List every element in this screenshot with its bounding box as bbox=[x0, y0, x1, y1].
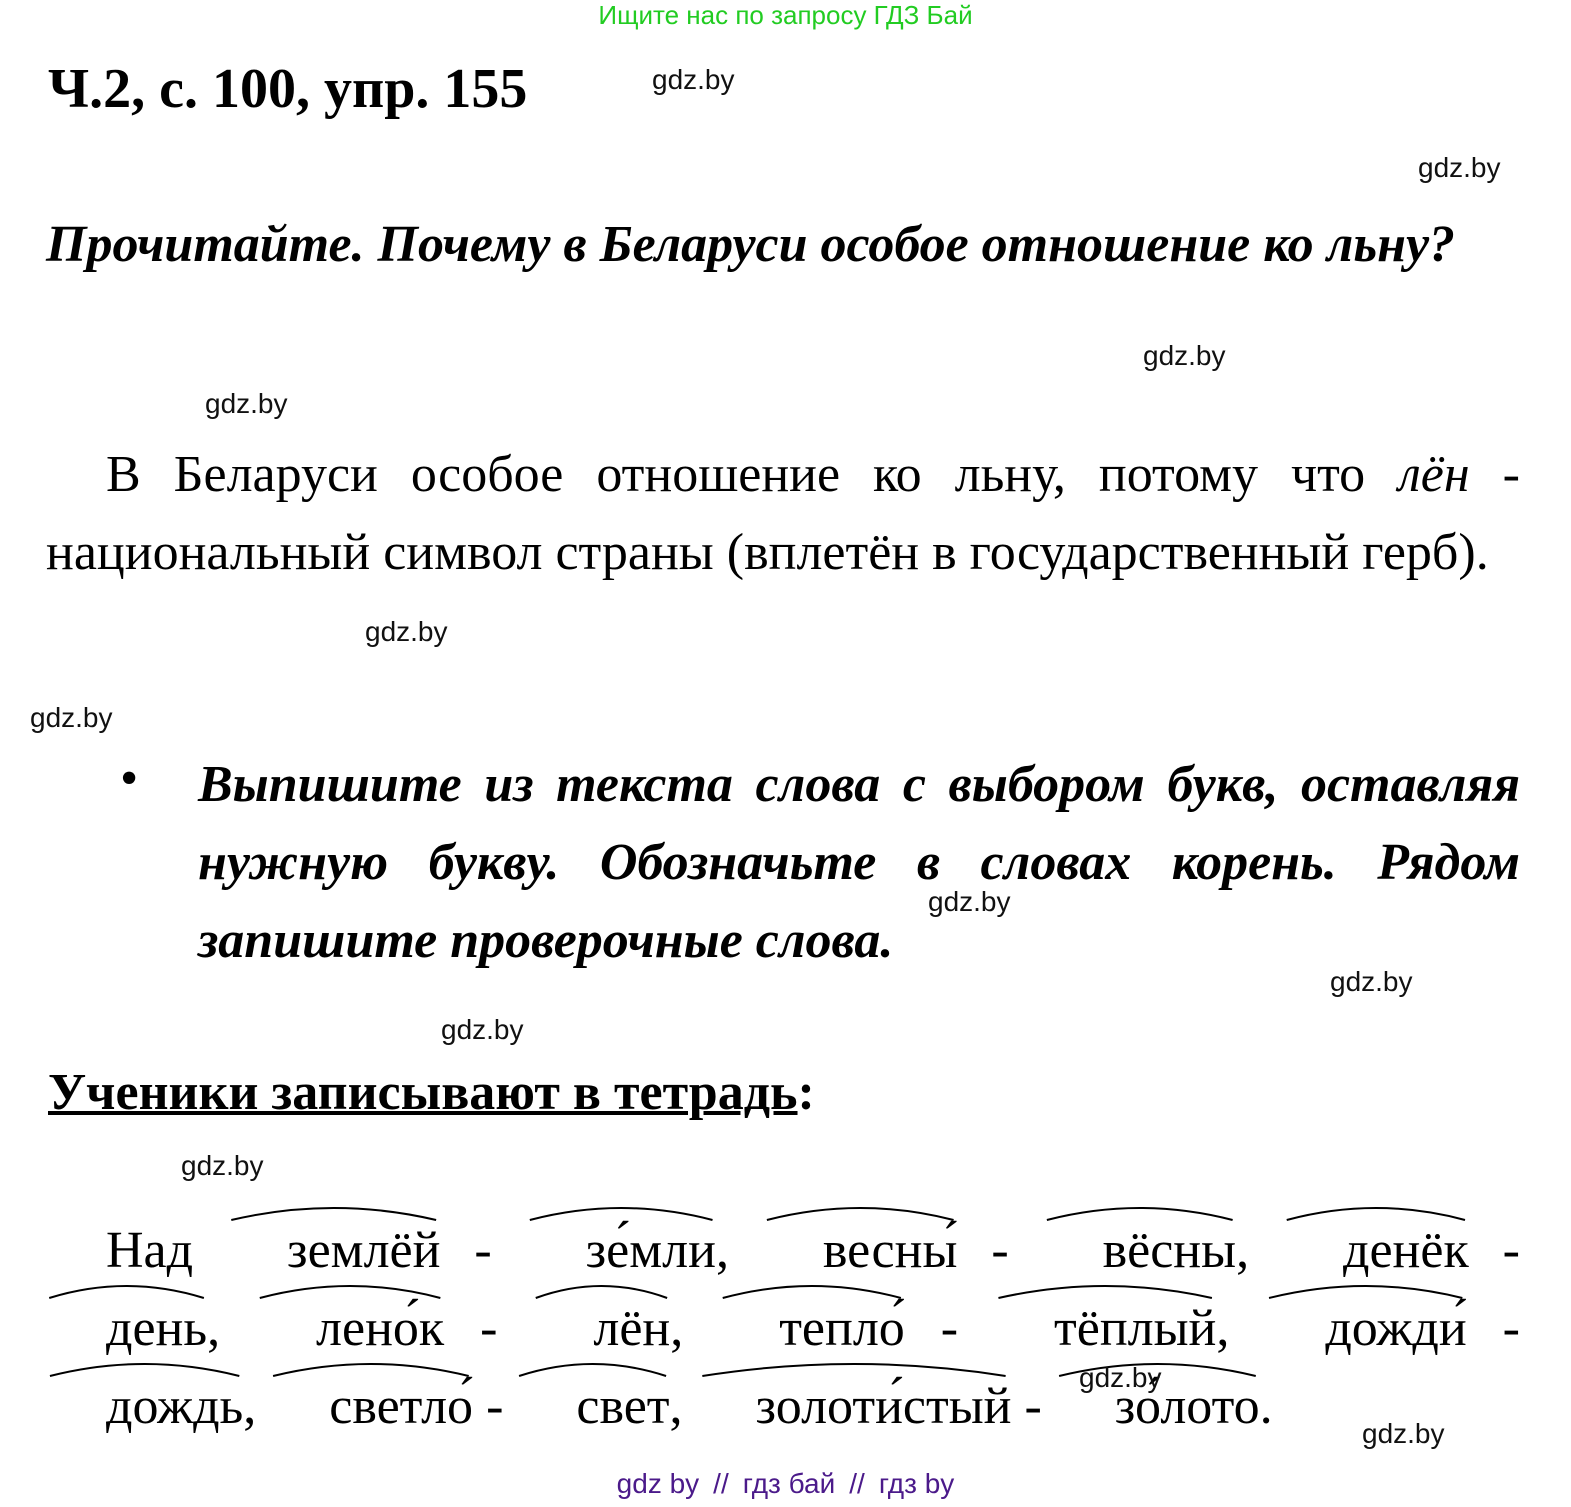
watermark: gdz.by bbox=[205, 388, 288, 419]
word: свет bbox=[576, 1378, 670, 1435]
word: тёплый bbox=[1054, 1300, 1217, 1357]
answer-italic-word: лён bbox=[1398, 446, 1470, 503]
word-pair bbox=[46, 1290, 207, 1368]
footer bbox=[0, 1468, 1571, 1500]
footer-link[interactable]: гдз бай bbox=[742, 1468, 836, 1499]
answer-text-end: - национальный символ страны (вплетён в государственный герб). bbox=[46, 446, 1520, 581]
watermark: gdz.by bbox=[652, 64, 735, 95]
word-pair bbox=[516, 1368, 669, 1446]
root-arc-icon bbox=[763, 1202, 957, 1222]
word: дождь bbox=[106, 1378, 244, 1435]
root-arc-icon bbox=[46, 1358, 243, 1378]
word-pair bbox=[1283, 1212, 1469, 1290]
word: вёсны bbox=[1102, 1222, 1237, 1279]
bullet-icon: • bbox=[120, 750, 139, 807]
task-question: Прочитайте. Почему в Беларуси особое отношение ко льну? bbox=[46, 216, 1456, 273]
watermark: gdz.by bbox=[365, 616, 448, 647]
word-pair bbox=[227, 1212, 440, 1290]
word-pair bbox=[533, 1290, 670, 1368]
root-arc-icon bbox=[994, 1280, 1216, 1300]
word-pair bbox=[696, 1368, 1012, 1446]
word: светло́ bbox=[329, 1378, 474, 1435]
watermark: gdz.by bbox=[1418, 152, 1501, 183]
answer-paragraph bbox=[46, 436, 1520, 592]
watermark: gdz.by bbox=[1362, 1418, 1445, 1449]
section-heading bbox=[48, 1058, 815, 1128]
word-pair bbox=[994, 1290, 1216, 1368]
word: лено́к bbox=[316, 1300, 445, 1357]
watermark: gdz.by bbox=[1330, 966, 1413, 997]
top-banner: Ищите нас по запросу ГДЗ Бай bbox=[598, 0, 973, 30]
word: тепло́ bbox=[779, 1300, 905, 1357]
word: золоти́стый bbox=[755, 1378, 1012, 1435]
root-arc-icon bbox=[516, 1358, 669, 1378]
watermark: gdz.by bbox=[928, 886, 1011, 917]
root-arc-icon bbox=[1283, 1202, 1469, 1222]
word-pair bbox=[1265, 1290, 1466, 1368]
word-pair bbox=[763, 1212, 957, 1290]
answer-text: В Беларуси особое отношение ко льну, потому что bbox=[106, 446, 1399, 503]
word: день bbox=[106, 1300, 208, 1357]
root-arc-icon bbox=[526, 1202, 716, 1222]
word: весны́ bbox=[822, 1222, 958, 1279]
word-list: Над землёй - зе́мли, весны́ - вёсны, денёк - день, лено́к - лён, тепло́ - тёплый, дожди́ - дождь, светло́ - свет, золоти́стый - зо́лото. bbox=[46, 1212, 1520, 1446]
word-pair bbox=[256, 1290, 444, 1368]
root-arc-icon bbox=[696, 1358, 1012, 1378]
word: денёк bbox=[1343, 1222, 1469, 1279]
word-pair bbox=[1043, 1212, 1236, 1290]
word: землёй bbox=[287, 1222, 441, 1279]
footer-link[interactable]: gdz by bbox=[616, 1468, 700, 1499]
word-pair bbox=[719, 1290, 905, 1368]
word: Над bbox=[106, 1222, 194, 1279]
heading-underlined: Ученики записывают в тетрадь bbox=[48, 1064, 798, 1121]
root-arc-icon bbox=[1265, 1280, 1466, 1300]
root-arc-icon bbox=[1043, 1202, 1236, 1222]
watermark: gdz.by bbox=[30, 702, 113, 733]
page-title: Ч.2, с. 100, упр. 155 bbox=[48, 58, 528, 120]
word: лён bbox=[593, 1300, 671, 1357]
word-pair bbox=[526, 1212, 716, 1290]
word: дожди́ bbox=[1325, 1300, 1467, 1357]
bullet-task: Выпишите из текста слова с выбором букв, оставляя нужную букву. Обозначьте в словах корень. Рядом запишите проверочные слова. bbox=[198, 756, 1520, 969]
word: зо́лото bbox=[1114, 1378, 1260, 1435]
watermark: gdz.by bbox=[441, 1014, 524, 1045]
heading-colon: : bbox=[797, 1064, 815, 1121]
root-arc-icon bbox=[227, 1202, 440, 1222]
word-pair bbox=[46, 1368, 243, 1446]
watermark: gdz.by bbox=[181, 1150, 264, 1181]
root-arc-icon bbox=[533, 1280, 670, 1300]
footer-separator: // bbox=[713, 1468, 729, 1499]
footer-link[interactable]: гдз by bbox=[878, 1468, 955, 1499]
footer-separator: // bbox=[849, 1468, 865, 1499]
root-arc-icon bbox=[256, 1280, 444, 1300]
root-arc-icon bbox=[269, 1358, 473, 1378]
watermark: gdz.by bbox=[1143, 340, 1226, 371]
word: зе́мли bbox=[585, 1222, 716, 1279]
root-arc-icon bbox=[719, 1280, 905, 1300]
root-arc-icon bbox=[46, 1280, 207, 1300]
word-pair bbox=[269, 1368, 473, 1446]
watermark: gdz.by bbox=[1079, 1362, 1162, 1393]
